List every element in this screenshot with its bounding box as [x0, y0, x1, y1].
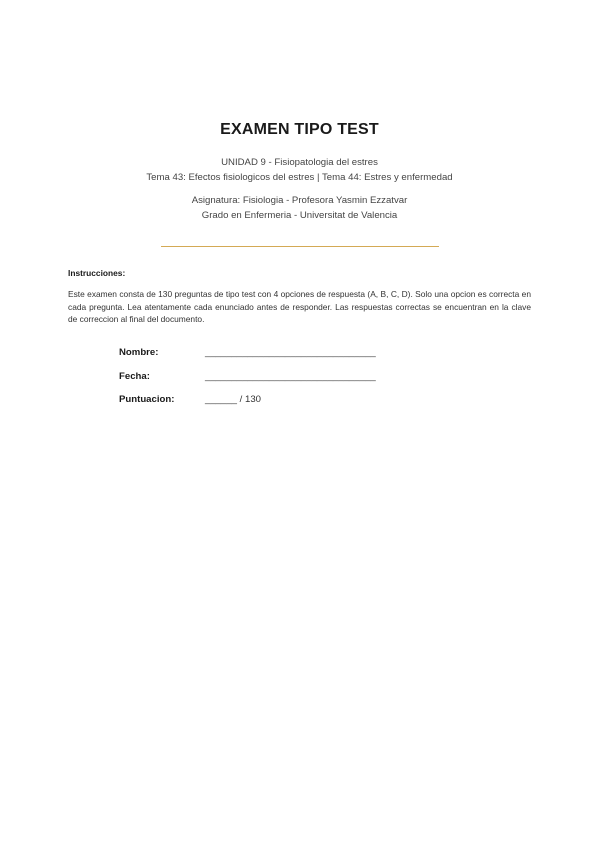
unit-line: UNIDAD 9 - Fisiopatologia del estres [221, 157, 378, 168]
name-blank[interactable]: ________________________________ [205, 347, 376, 358]
instructions-body: Este examen consta de 130 preguntas de tipo test con 4 opciones de respuesta (A, B, C, D). Solo una opcion es correcta en cada pregunta. Lea atentamente cada enunciado antes de responder. Las respuestas correctas se encuentran en la clave de correccion al final del documento. [68, 289, 531, 325]
score-blank[interactable]: ______ / 130 [205, 394, 262, 405]
date-blank[interactable]: ________________________________ [205, 371, 376, 382]
name-label: Nombre: [119, 347, 159, 358]
topic-line: Tema 43: Efectos fisiologicos del estres | Tema 44: Estres y enfermedad [146, 172, 453, 183]
exam-title: EXAMEN TIPO TEST [220, 121, 379, 138]
title-divider [161, 246, 439, 247]
score-label: Puntuacion: [119, 394, 175, 405]
degree-line: Grado en Enfermeria - Universitat de Valencia [201, 210, 398, 221]
date-label: Fecha: [119, 371, 150, 382]
instructions-heading: Instrucciones: [68, 268, 126, 278]
subject-line: Asignatura: Fisiologia - Profesora Yasmin Ezzatvar [191, 195, 408, 206]
